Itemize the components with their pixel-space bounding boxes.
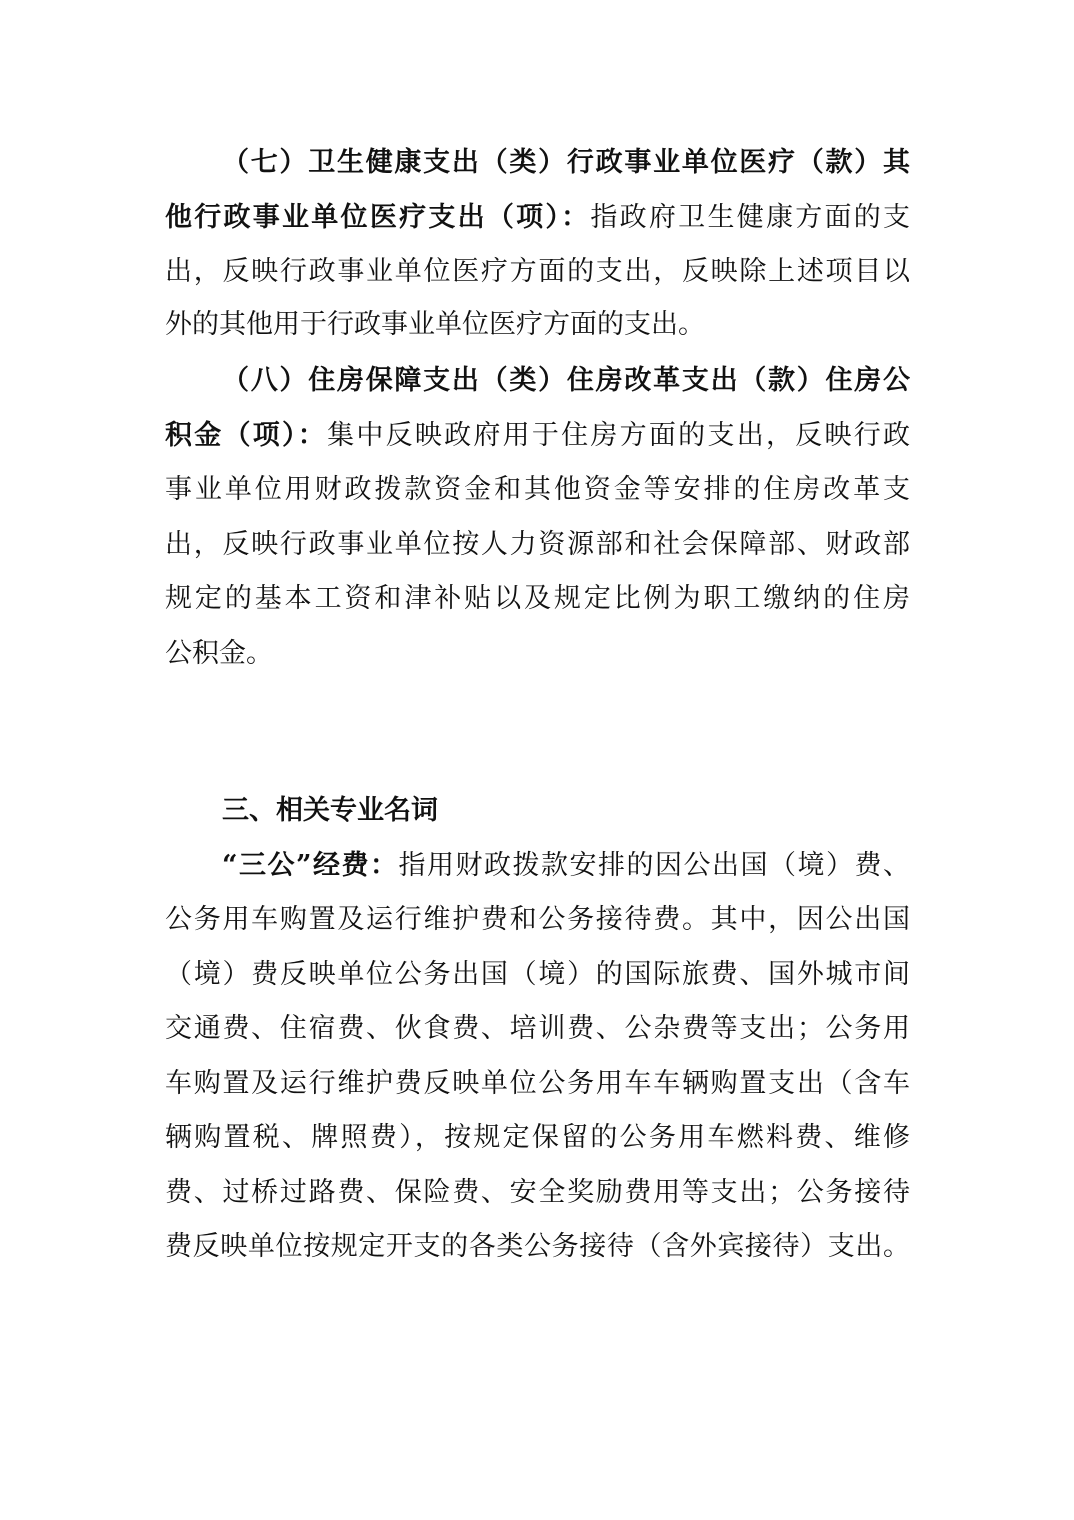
text-line bbox=[165, 525, 910, 565]
body-text: 辆购置税、牌照费），按规定保留的公务用车燃料费、维修 bbox=[165, 1122, 910, 1153]
body-text: 集中反映政府用于住房方面的支出，反映行政 bbox=[327, 420, 911, 451]
text-line bbox=[165, 900, 910, 940]
text-line bbox=[165, 252, 910, 292]
body-text: 事业单位用财政拨款资金和其他资金等安排的住房改革支 bbox=[165, 474, 910, 505]
text-line bbox=[165, 1173, 910, 1213]
body-text: 车购置及运行维护费反映单位公务用车车辆购置支出（含车 bbox=[165, 1068, 910, 1099]
bold-text: 积金（项）： bbox=[165, 420, 328, 451]
body-text: 指政府卫生健康方面的支 bbox=[590, 202, 911, 233]
bold-text: （八）住房保障支出（类）住房改革支出（款）住房公 bbox=[222, 365, 910, 396]
text-line bbox=[165, 198, 910, 238]
text-line bbox=[165, 305, 910, 345]
body-text: （境）费反映单位公务出国（境）的国际旅费、国外城市间 bbox=[165, 959, 910, 990]
text-line bbox=[165, 1118, 910, 1158]
text-line bbox=[165, 579, 910, 619]
body-text: 外的其他用于行政事业单位医疗方面的支出。 bbox=[165, 309, 705, 340]
body-text: 交通费、住宿费、伙食费、培训费、公杂费等支出；公务用 bbox=[165, 1013, 910, 1044]
text-line bbox=[222, 791, 910, 831]
text-line bbox=[222, 846, 910, 886]
bold-text: “三公”经费： bbox=[222, 850, 399, 881]
text-line bbox=[222, 143, 910, 183]
text-line bbox=[165, 955, 910, 995]
bold-text: 三、相关专业名词 bbox=[222, 795, 438, 826]
body-text: 公积金。 bbox=[165, 638, 273, 669]
body-text: 出，反映行政事业单位医疗方面的支出，反映除上述项目以 bbox=[165, 256, 910, 287]
body-text: 费反映单位按规定开支的各类公务接待（含外宾接待）支出。 bbox=[165, 1231, 910, 1262]
body-text: 公务用车购置及运行维护费和公务接待费。其中，因公出国 bbox=[165, 904, 910, 935]
body-text: 出，反映行政事业单位按人力资源部和社会保障部、财政部 bbox=[165, 529, 910, 560]
bold-text: （七）卫生健康支出（类）行政事业单位医疗（款）其 bbox=[222, 147, 910, 178]
text-line bbox=[165, 634, 910, 674]
body-text: 规定的基本工资和津补贴以及规定比例为职工缴纳的住房 bbox=[165, 583, 910, 614]
text-line bbox=[165, 416, 910, 456]
text-line bbox=[165, 1227, 910, 1267]
text-line bbox=[165, 1009, 910, 1049]
text-line bbox=[165, 470, 910, 510]
text-line bbox=[222, 361, 910, 401]
body-text: 指用财政拨款安排的因公出国（境）费、 bbox=[398, 850, 911, 881]
bold-text: 他行政事业单位医疗支出（项）： bbox=[165, 202, 591, 233]
body-text: 费、过桥过路费、保险费、安全奖励费用等支出；公务接待 bbox=[165, 1177, 910, 1208]
text-line bbox=[165, 1064, 910, 1104]
